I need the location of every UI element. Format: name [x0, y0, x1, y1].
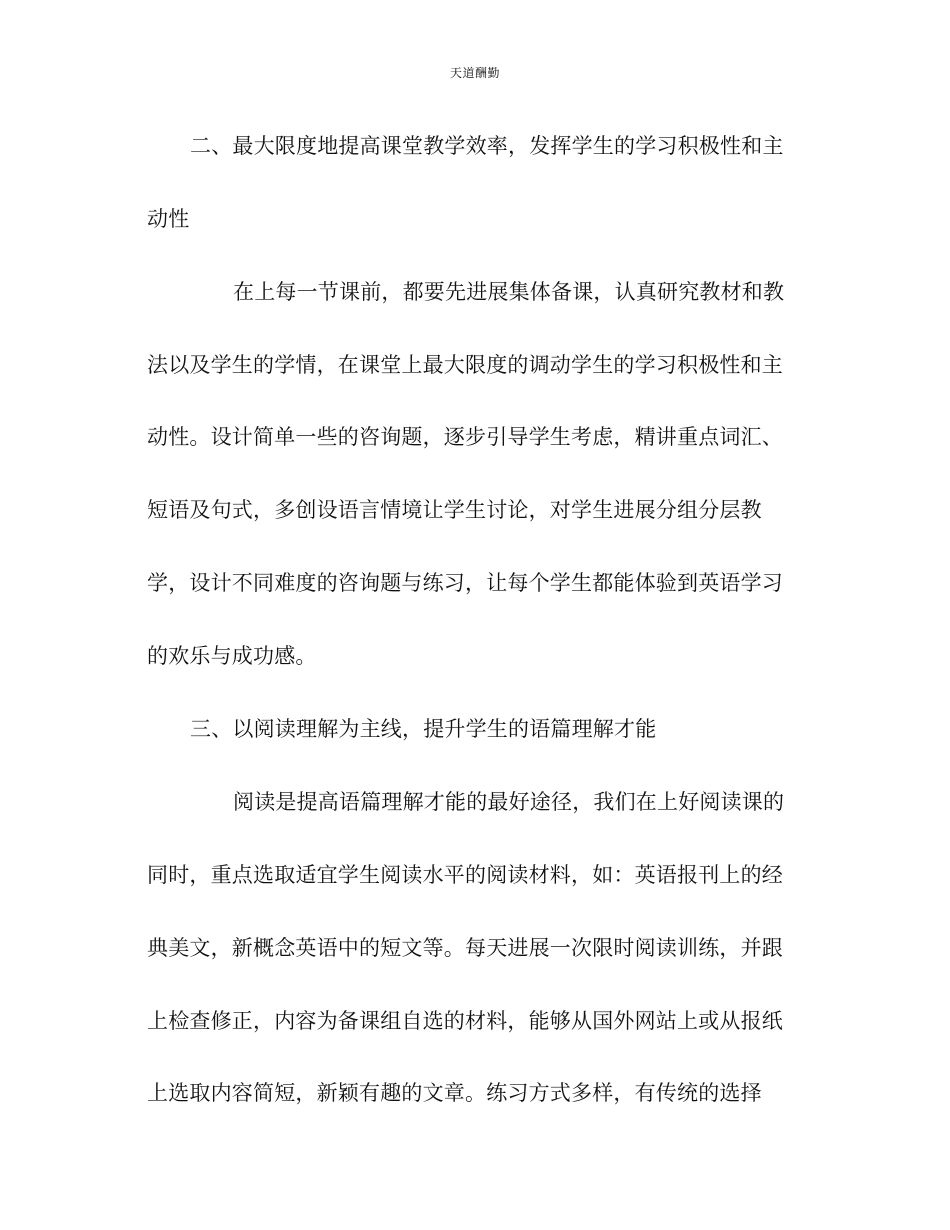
heading-3: 三、以阅读理解为主线，提升学生的语篇理解才能 — [190, 717, 657, 741]
paragraph-line: 在上每一节课前，都要先进展集体备课，认真研究教材和教 — [233, 280, 785, 304]
paragraph-line: 动性。设计简单一些的咨询题，逐步引导学生考虑，精讲重点词汇、 — [147, 425, 783, 449]
paragraph-line: 动性 — [147, 207, 190, 231]
page-header: 天道酬勤 — [449, 66, 500, 80]
paragraph-line: 上检查修正，内容为备课组自选的材料，能够从国外网站上或从报纸 — [147, 1009, 783, 1033]
paragraph-line: 的欢乐与成功感。 — [147, 644, 317, 668]
paragraph-line: 上选取内容简短，新颖有趣的文章。练习方式多样，有传统的选择 — [147, 1081, 762, 1105]
paragraph-line: 典美文，新概念英语中的短文等。每天进展一次限时阅读训练，并跟 — [147, 936, 783, 960]
paragraph-line: 阅读是提高语篇理解才能的最好途径，我们在上好阅读课的 — [233, 790, 785, 814]
paragraph-line: 法以及学生的学情，在课堂上最大限度的调动学生的学习积极性和主 — [147, 353, 783, 377]
paragraph-line: 学，设计不同难度的咨询题与练习，让每个学生都能体验到英语学习 — [147, 571, 783, 595]
paragraph-line: 短语及句式，多创设语言情境让学生讨论，对学生进展分组分层教 — [147, 498, 762, 522]
paragraph-line: 同时，重点选取适宜学生阅读水平的阅读材料，如：英语报刊上的经 — [147, 863, 783, 887]
heading-2: 二、最大限度地提高课堂教学效率，发挥学生的学习积极性和主 — [190, 134, 784, 158]
